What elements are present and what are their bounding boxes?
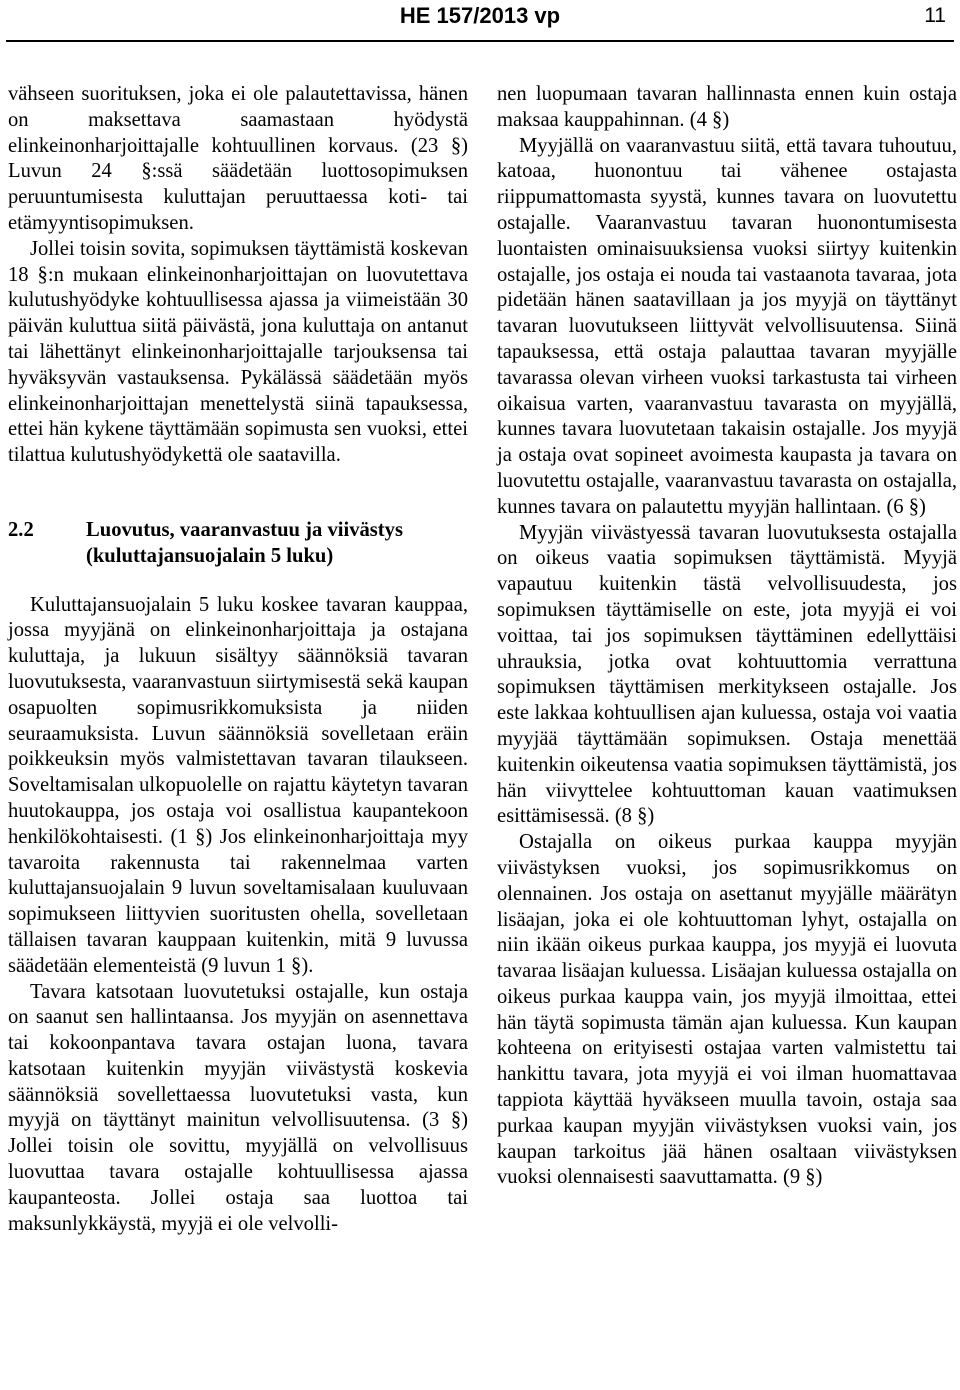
section-title: Luovutus, vaaranvastuu ja viivästys (kuluttajansuojalain 5 luku) (86, 518, 403, 567)
paragraph: Tavara katsotaan luovutetuksi ostajalle, kun ostaja on saanut sen hallintaansa. Jos myyjän on asennettava tai kokoonpantava tavara ostajan luona, tavara katsotaan kuitenkin myyjän viivästystä koskevia säännöksiä sovellettaessa luovutetuksi vasta, kun myyjä on täyttänyt mainitun velvollisuutensa. (3 §) Jollei toisin ole sovittu, myyjällä on velvollisuus luovuttaa tavara ostajalle kohtuullisessa ajassa kaupanteosta. Jollei ostaja saa luottoa tai maksunlykkäystä, myyjä ei ole velvolli- (8, 980, 468, 1235)
document-identifier: HE 157/2013 vp (399, 3, 561, 28)
paragraph: vähseen suorituksen, joka ei ole palautettavissa, hänen on maksettava saamastaan hyödystä elinkeinonharjoittajalle kohtuullinen korvaus. (23 §) Luvun 24 §:ssä säädetään luottosopimuksen peruuntumisesta kuluttajan peruuttaessa koti- tai etämyyntisopimuksen. (8, 83, 468, 234)
paragraph: Jollei toisin sovita, sopimuksen täyttämistä koskevan 18 §:n mukaan elinkeinonharjoittajan on luovutettava kulutushyödyke kohtuullisessa ajassa ja viimeistään 30 päivän kuluttua siitä päivästä, jona kuluttaja on antanut tai lähettänyt elinkeinonharjoittajalle tarjouksensa tai hyväksyvän vastauksensa. Pykälässä säädetään myös elinkeinonharjoittajan menettelystä siinä tapauksessa, ettei hän kykene täyttämään sopimusta sen vuoksi, ettei tilattua kulutushyödykettä ole saatavilla. (8, 237, 468, 467)
paragraph: Myyjän viivästyessä tavaran luovutuksesta ostajalla on oikeus vaatia sopimuksen täyttämistä. Myyjä vapautuu kuitenkin tästä velvollisuudesta, jos sopimuksen täyttämiselle on este, jota myyjä ei voi voittaa, tai jos sopimuksen täyttäminen edellyttäisi uhrauksia, jotka ovat kohtuuttomia verrattuna sopimuksen täyttämisen merkitykseen ostajalle. Jos este lakkaa kohtuullisen ajan kuluessa, ostaja voi vaatia myyjää täyttämään sopimuksen. Ostaja menettää kuitenkin oikeutensa vaatia sopimuksen täyttämistä, jos hän viivyttelee kohtuuttoman kauan vaatimuksen esittämisessä. (8 §) (497, 521, 957, 828)
right-column (497, 82, 957, 1191)
paragraph: Kuluttajansuojalain 5 luku koskee tavaran kauppaa, jossa myyjänä on elinkeinonharjoittaja ja ostajana kuluttaja, ja lukuun sisältyy säännöksiä tavaran luovutuksesta, vaaranvastuun siirtymisestä sekä kaupan osapuolten sopimusrikkomuksista ja niiden seuraamuksista. Luvun säännöksiä sovelletaan eräin poikkeuksin myös valmistettavan tavaran tilaukseen. Soveltamisalan ulkopuolelle on rajattu käytetyn tavaran huutokauppa, jos ostaja voi osallistua kaupantekoon henkilökohtaisesti. (1 §) Jos elinkeinonharjoittaja myy tavaroita rakennusta tai rakennelmaa varten kuluttajansuojalain 9 luvun soveltamisalaan kuuluvaan sopimukseen liittyvien suoritusten ohella, sovelletaan tällaisen tavaran kauppaan kuitenkin, mitä 9 luvussa säädetään elementeistä (9 luvun 1 §). (8, 593, 468, 977)
page-number: 11 (924, 4, 946, 27)
paragraph: Ostajalla on oikeus purkaa kauppa myyjän viivästyksen vuoksi, jos sopimusrikkomus on olennainen. Jos ostaja on asettanut myyjälle määrätyn lisäajan, joka ei ole kohtuuttoman lyhyt, ostajalla on niin ikään oikeus purkaa kauppa, jos myyjä ei luovuta tavaraa lisäajan kuluessa. Lisäajan kuluessa ostajalla on oikeus purkaa kauppa vain, jos myyjä ilmoittaa, ettei hän täytä sopimusta tämän ajan kuluessa. Kun kaupan kohteena on erityisesti ostajaa varten valmistettu tai hankittu tavara, jota myyjä ei voi ilman huomattavaa tappiota käyttää hyväkseen muulla tavoin, ostaja saa purkaa kaupan myyjän viivästyksen vuoksi vain, jos kaupan tarkoitus jää hänen osaltaan viivästyksen vuoksi olennaisesti saavuttamatta. (9 §) (497, 831, 957, 1189)
paragraph: nen luopumaan tavaran hallinnasta ennen kuin ostaja maksaa kauppahinnan. (4 §) (497, 83, 957, 131)
left-column (8, 82, 468, 1237)
section-number: 2.2 (8, 518, 34, 541)
paragraph: Myyjällä on vaaranvastuu siitä, että tavara tuhoutuu, katoaa, huonontuu tai vähenee ostajasta riippumattomasta syystä, kunnes tavara on luovutettu ostajalle. Vaaranvastuu tavaran huonontumisesta luontaisten ominaisuuksiensa vuoksi siirtyy kuitenkin ostajalle, jos ostaja ei nouda tai vastaanota tavaraa, jota pidetään hänen saatavillaan ja jos myyjä on täyttänyt tavaran luovutukseen liittyvät velvollisuutensa. Siinä tapauksessa, että ostaja palauttaa tavaran myyjälle tavarassa olevan virheen vuoksi tarkastusta tai virheen oikaisua varten, vaaranvastuu tavarasta on myyjällä, kunnes tavara luovutetaan takaisin ostajalle. Jos myyjä ja ostaja ovat sopineet avoimesta kaupasta ja tavara on luovutettu ostajalle, vaaranvastuu tavarasta on ostajalla, kunnes tavara on palautettu myyjän hallintaan. (6 §) (497, 134, 957, 518)
running-header (0, 0, 960, 44)
section-heading (8, 518, 468, 570)
header-divider (6, 40, 954, 42)
